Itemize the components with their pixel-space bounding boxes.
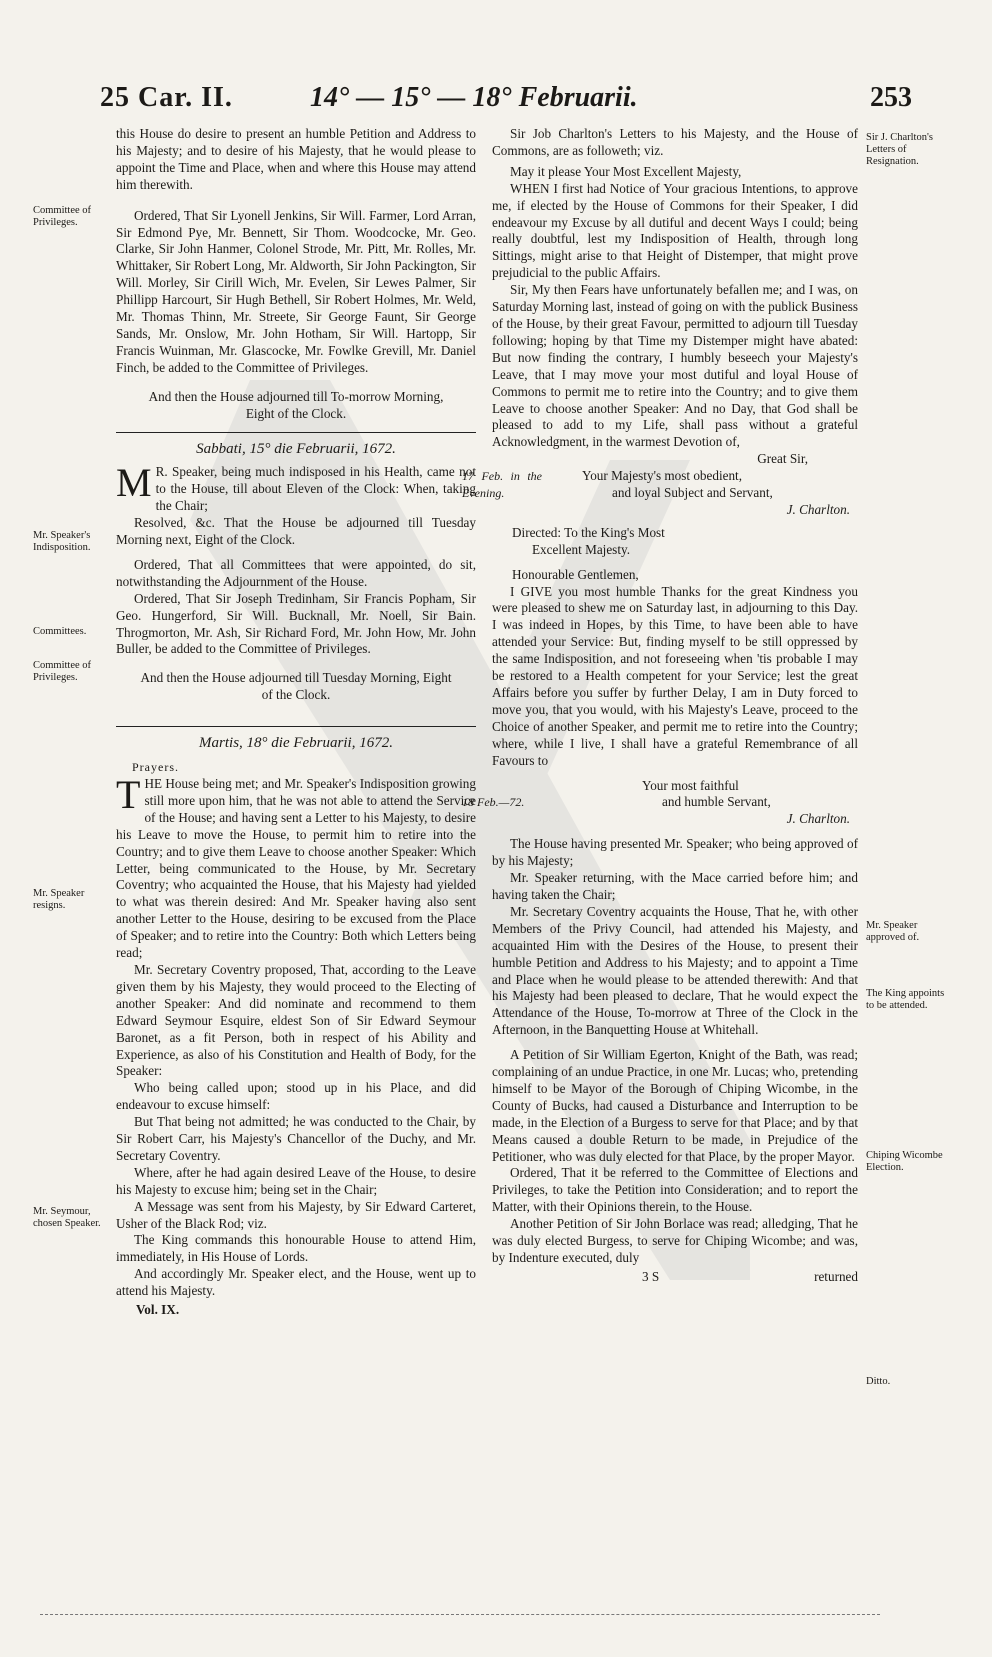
paragraph: this House do desire to present an humble Petition and Address to his Majesty; and to desire of his Majesty, that he would please to appoint the Time and Place, when and where this House may attend him therewith.: [116, 126, 476, 192]
paragraph-letters-intro: Sir Job Charlton's Letters to his Majesty, and the House of Commons, are as followeth; viz.: [492, 126, 858, 158]
sitting-date-heading-2: Martis, 18° die Februarii, 1672.: [199, 735, 393, 752]
paragraph-resolved: Resolved, &c. That the House be adjourned till Tuesday Morning next, Eight of the Clock.: [116, 515, 476, 548]
paragraph-king-commands: The King commands this honourable House to attend Him, immediately, in His House of Lords.: [116, 1232, 476, 1265]
paragraph-text: R. Speaker, being much indisposed in his Health, came not to the House, till about Eleven of the Clock: When, taking the Chair;: [155, 464, 476, 514]
paragraph-speaker-resigns: [116, 772, 476, 962]
letter-paragraph: WHEN I first had Notice of Your gracious Intentions, to approve me, if elected by the House of Commons for their Speaker, I did endeavour my Excuse by all dutiful and decent Ways I could; being really doubtful, lest my Indisposition of Health, through long Sittings, might arise to that Height of Distemper, that might prove prejudicial to the public Affairs.: [492, 180, 858, 281]
margin-note-ditto: Ditto.: [866, 1376, 891, 1387]
margin-note-charlton-letters: Sir J. Charlton's Letters of Resignation.: [866, 132, 933, 167]
running-head: [100, 82, 912, 122]
prayers-heading: Prayers.: [132, 760, 179, 775]
paragraph-referred: Ordered, That it be referred to the Committee of Elections and Privileges, to take the Petition into Consideration; and to report the Matter, with their Opinions therein, to the House.: [492, 1165, 858, 1215]
margin-note-committee-privileges: Committee of Privileges.: [33, 205, 92, 228]
sitting-date-heading: Sabbati, 15° die Februarii, 1672.: [196, 440, 396, 457]
signature-block-2: [462, 777, 858, 829]
paragraph-coventry-proposal: Mr. Secretary Coventry proposed, That, according to the Leave given them by his Majesty, they would proceed to the Electing of another Speaker: And did nominate and recommend to them Edward Seymour Esquire, eldest Son of Sir Edward Seymour Baronet, as a fit Person, both in respect of his Ability and Experience, as also of his Constitution and Health of Body, for the Speaker:: [116, 961, 476, 1079]
paragraph-conducted-chair: But That being not admitted; he was conducted to the Chair, by Sir Robert Carr, his Majesty's Chancellor of the Duchy, and Mr. Secretary Coventry.: [116, 1114, 476, 1163]
paragraph-borlace-petition: Another Petition of Sir John Borlace was read; alledging, That he was duly elected Burgess, to serve for Chiping Wicombe; and was, by Indenture executed, duly: [492, 1216, 858, 1265]
paragraph-set-in-chair: Where, after he had again desired Leave of the House, to desire his Majesty to excuse him; being set in the Chair;: [116, 1164, 476, 1197]
signature-line: Great Sir,: [757, 451, 808, 467]
letter-direction: Excellent Majesty.: [532, 541, 631, 557]
paragraph-committees-order: Ordered, That all Committees that were appointed, do sit, notwithstanding the Adjournment of the House.: [116, 556, 476, 589]
margin-note-committee-privileges-2: Committee of Privileges.: [33, 660, 92, 683]
paragraph-speaker-approved: The House having presented Mr. Speaker; who being approved of by his Majesty;: [492, 836, 858, 869]
page-number: 253: [870, 82, 912, 113]
signature-line: and loyal Subject and Servant,: [612, 485, 773, 501]
paragraph-seymour-excuse: Who being called upon; stood up in his Place, and did endeavour to excuse himself:: [116, 1080, 476, 1113]
letter-date: 17 Feb. in the Evening.: [462, 469, 542, 501]
margin-note-chiping-election: Chiping Wicombe Election.: [866, 1150, 943, 1173]
left-column: [116, 126, 476, 1319]
signature-name: J. Charlton.: [786, 501, 850, 517]
paragraph-black-rod: A Message was sent from his Majesty, by Sir Edward Carteret, Usher of the Black Rod; viz.: [116, 1198, 476, 1231]
margin-note-speaker-resigns: Mr. Speaker resigns.: [33, 888, 85, 911]
paragraph-mace: Mr. Speaker returning, with the Mace carried before him; and having taken the Chair;: [492, 870, 858, 902]
page-footer: [492, 1269, 858, 1287]
letter-salutation: May it please Your Most Excellent Majesty,: [510, 163, 742, 179]
letter-paragraph-3: I GIVE you most humble Thanks for the great Kindness you were pleased to shew me on Saturday last, in adjourning to this Day. I was indeed in Hopes, by this Time, to have been able to have attended your Service: But, finding myself to be still oppressed by the same Indisposition, and not foreseeing when 'tis probable I may be restored to a Health competent for your Service; lest the great Affairs before you suffer by further Delay, I am in Duty forced to move you, that you would, with his Majesty's Leave, proceed to the Choice of another Speaker, and permit me to retire into the Country; where, while I live, I shall have a grateful Remembrance of all Favours to: [492, 583, 858, 768]
section-divider: [116, 432, 476, 433]
paragraph-text: HE House being met; and Mr. Speaker's Indisposition growing still more upon him, that he was not able to attend the Service of the House; and having sent a Letter to his Majesty, to desire his Leave to move the House, to permit him to retire into the Country; and to give them Leave to choose another Speaker: Which Letter, being communicated to the House, by Mr. Secretary Coventry; who acquainted the House, that his Majesty had yielded to what was therein desired: And Mr. Speaker having also sent another Letter to the House, desiring to be excused from the Place of Speaker; and to retire into the Country: Both which Letters being read;: [116, 776, 476, 961]
volume-footer: Vol. IX.: [136, 1302, 180, 1318]
signature-name: J. Charlton.: [786, 811, 850, 827]
paragraph-egerton-petition: A Petition of Sir William Egerton, Knight of the Bath, was read; complaining of an undue Practice, in one Mr. Lucas; who, pretending himself to be Mayor of the Borough of Chiping Wicombe, in the County of Bucks, had caused a Disturbance and Interruption to be made, in the Election of a Burgess to serve for that Place; and by that Means caused a double Return to be made, in Prejudice of the Petitioner, who was duly elected for that Place, by the proper Mayor.: [492, 1047, 858, 1164]
letter-paragraph-2: Sir, My then Fears have unfortunately befallen me; and I was, on Saturday Morning last, instead of going on with the publick Business of the House, by their great Favour, permitted to adjourn till Tuesday following; hoping by that Time my Distemper might have abated: But now finding the contrary, I humbly beseech your Majesty's Leave, that I may move your most dutiful and loyal House of Commons to permit me to retire into the Country; and to give them Leave to choose another Speaker: And no Day, that God shall be pleased to add to my Life, shall pass without a grateful Acknowledgment, in the warmest Devotion of,: [492, 282, 858, 450]
drop-cap-2: T: [116, 772, 141, 817]
paragraph-went-up: And accordingly Mr. Speaker elect, and the House, went up to attend his Majesty.: [116, 1266, 476, 1299]
letter-direction: Directed: To the King's Most: [512, 524, 665, 540]
header-session: 25 Car. II.: [100, 82, 233, 113]
header-dates: 14° — 15° — 18° Februarii.: [310, 82, 638, 113]
signature-line: Your Majesty's most obedient,: [582, 468, 743, 484]
margin-note-king-appoints: The King appoints to be attended.: [866, 988, 945, 1011]
right-column: [462, 126, 858, 1287]
margin-note-speaker-approved: Mr. Speaker approved of.: [866, 920, 920, 943]
margin-note-committees: Committees.: [33, 626, 87, 637]
margin-note-speaker-indisposition: Mr. Speaker's Indisposition.: [33, 530, 91, 553]
paragraph-committee-additions: Ordered, That Sir Joseph Tredinham, Sir Francis Popham, Sir Geo. Hungerford, Sir Will. Bucknall, Mr. Noell, Sir Bain. Throgmorton, Mr. Ash, Sir Richard Ford, Mr. John How, Mr. John Buller, be added to the Committee of Privileges.: [116, 590, 476, 657]
signature-block: [462, 468, 858, 519]
catchword: returned: [814, 1268, 858, 1284]
paragraph-committee-order: Ordered, That Sir Lyonell Jenkins, Sir Will. Farmer, Lord Arran, Sir Edmond Pye, Mr. Bennett, Sir Thom. Woodcocke, Mr. Geo. Clarke, Sir John Hanmer, Colonel Strode, Mr. Pitt, Mr. Rolles, Mr. Whittaker, Sir Robert Long, Mr. Aldworth, Sir John Packington, Sir Will. Morley, Sir Cirill Wich, Mr. Evelen, Sir Lewes Palmer, Sir Phillipp Harcourt, Sir Hugh Bethell, Sir Robert Holmes, Mr. Weld, Mr. Thomas Thinn, Mr. Streete, Sir George Faunt, Sir George Sands, Mr. Onslow, Mr. John Hotham, Sir Will. Hartopp, Sir Francis Wuinman, Mr. Glascocke, Mr. Fowlke Grevill, Mr. Daniel Finch, be added to the Committee of Privileges.: [116, 207, 476, 375]
section-divider-2: [116, 726, 476, 727]
letter-date: 18 Feb.—72.: [462, 794, 525, 809]
letter-salutation-2: Honourable Gentlemen,: [512, 566, 639, 582]
paragraph-coventry-acquaints: Mr. Secretary Coventry acquaints the House, That he, with other Members of the Privy Council, had attended his Majesty, and acquainted Him with the Desires of the House, to present their humble Petition and Address to his Majesty; and to appoint a Time and Place when he would please to be attended therewith: And that his Majesty had been pleased to declare, That he would expect the Attendance of the House, To-morrow at Three of the Clock in the Afternoon, in the Banquetting House at Whitehall.: [492, 903, 858, 1038]
drop-cap: M: [116, 460, 152, 506]
adjournment-notice-2: And then the House adjourned till Tuesday Morning, Eight of the Clock.: [140, 670, 452, 703]
adjournment-notice: And then the House adjourned till To-morrow Morning, Eight of the Clock.: [148, 388, 444, 421]
margin-note-seymour-chosen: Mr. Seymour, chosen Speaker.: [33, 1206, 101, 1229]
signature-mark: 3 S: [642, 1268, 660, 1284]
paragraph-speaker-indisposed: [116, 460, 476, 515]
signature-line: and humble Servant,: [662, 794, 771, 810]
bottom-edge-line: [40, 1614, 880, 1615]
signature-line: Your most faithful: [642, 777, 739, 793]
